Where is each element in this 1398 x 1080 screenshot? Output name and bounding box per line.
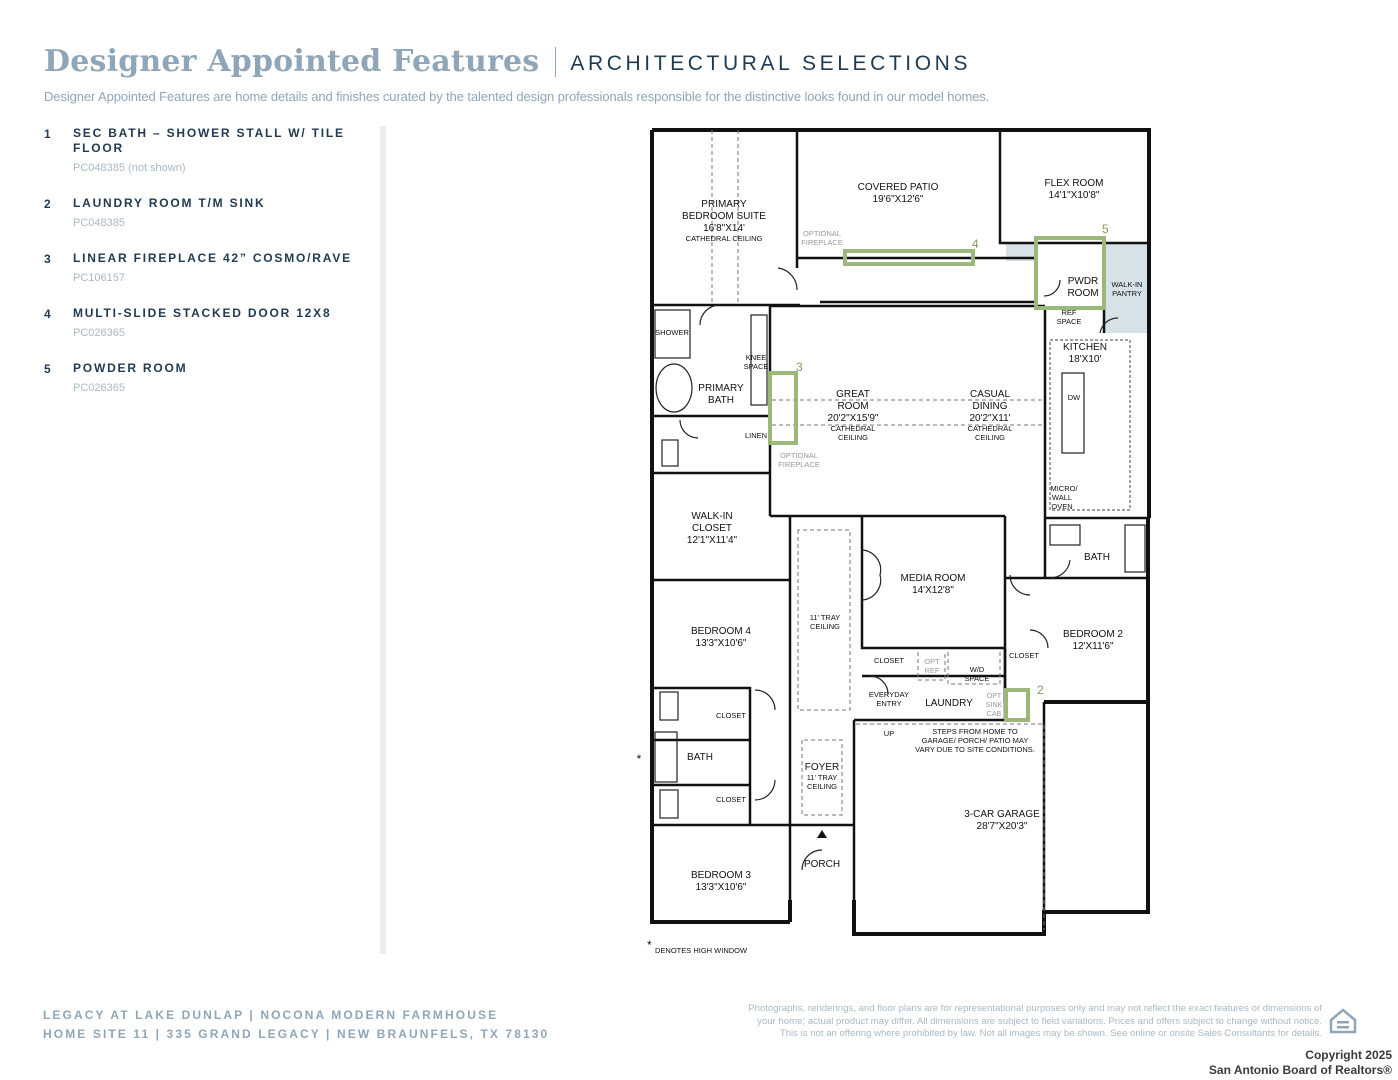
feature-code: PC026365 — [73, 382, 125, 394]
room-note: W/D — [969, 665, 985, 674]
room-label: CLOSET — [1008, 651, 1040, 660]
room-note: OPT — [924, 657, 940, 666]
feature-name: POWDER ROOM — [73, 361, 188, 375]
room-note: VARY DUE TO SITE CONDITIONS. — [915, 745, 1035, 754]
feature-name: LAUNDRY ROOM T/M SINK — [73, 196, 266, 210]
room-note: GARAGE/ PORCH/ PATIO MAY — [921, 736, 1029, 745]
room-note: CAB — [986, 711, 1002, 718]
marker-5: 5 — [1102, 222, 1109, 236]
room-label: PRIMARY — [701, 199, 747, 210]
page-title: Designer Appointed Features — [44, 44, 540, 79]
header — [44, 44, 1344, 104]
column-divider — [380, 126, 386, 954]
room-note: MICRO/ — [1050, 484, 1078, 493]
room-dim: 13'3"X10'6" — [695, 638, 747, 649]
room-label: BEDROOM 3 — [690, 870, 752, 881]
legend-note: DENOTES HIGH WINDOW — [655, 946, 748, 955]
room-note: 11' TRAY — [806, 773, 838, 782]
room-note: STEPS FROM HOME TO — [932, 727, 1018, 736]
feature-code: PC048385 (not shown) — [73, 162, 186, 174]
room-dim: 16'8"X14' — [703, 223, 745, 234]
room-label: CLOSET — [715, 795, 747, 804]
community-info — [43, 1006, 549, 1044]
room-label: PWDR — [1067, 276, 1099, 287]
legend-star: * — [647, 938, 652, 952]
copyright — [1209, 1048, 1392, 1078]
room-label: SHOWER — [655, 328, 689, 337]
feature-name: LINEAR FIREPLACE 42” COSMO/RAVE — [73, 251, 352, 265]
room-dim: 13'3"X10'6" — [695, 882, 747, 893]
page-description: Designer Appointed Features are home details and finishes curated by the talented design professionals responsible for the distinctive looks found in our model homes. — [44, 89, 990, 104]
disclaimer-line: Photographs, renderings, and floor plans are for representational purposes only and may not reflect the exact features or dimensions of — [748, 1003, 1322, 1014]
room-label: WALK-IN — [691, 511, 733, 522]
room-note: 11' TRAY — [809, 613, 841, 622]
feature-number: 4 — [44, 307, 51, 321]
room-note: CEILING — [806, 782, 838, 791]
room-label: COVERED PATIO — [857, 182, 939, 193]
room-note: WALL — [1051, 493, 1073, 502]
feature-number: 1 — [44, 127, 51, 141]
room-label: CLOSET — [715, 711, 747, 720]
room-label: CLOSET — [873, 656, 905, 665]
section-title: ARCHITECTURAL SELECTIONS — [570, 51, 972, 75]
community-line: LEGACY AT LAKE DUNLAP | NOCONA MODERN FARMHOUSE — [43, 1008, 499, 1022]
disclaimer-line: This is not an offering where prohibited by law. Not all images may be shown. See online or onsite Sales Consultants for details. — [779, 1028, 1322, 1040]
room-label: MEDIA ROOM — [900, 573, 966, 584]
room-note: CEILING — [837, 433, 869, 442]
room-note: REF — [1061, 308, 1077, 317]
room-note: CATHEDRAL — [830, 424, 876, 433]
room-dim: 12'1"X11'4" — [686, 535, 738, 546]
room-label: PRIMARY — [698, 383, 744, 394]
room-label: ROOM — [1067, 288, 1099, 299]
room-label: BEDROOM 2 — [1062, 629, 1124, 640]
highlight-fireplace — [770, 373, 796, 443]
marker-2: 2 — [1037, 683, 1044, 697]
copyright-owner: San Antonio Board of Realtors® — [1208, 1063, 1392, 1077]
title-separator — [555, 47, 556, 77]
room-label: CLOSET — [691, 523, 733, 534]
feature-number: 3 — [44, 252, 51, 266]
feature-code: PC026365 — [73, 327, 125, 339]
room-note: CATHEDRAL CEILING — [685, 234, 763, 243]
room-note: OPTIONAL — [780, 451, 818, 460]
room-note: CEILING — [809, 622, 841, 631]
room-dim: 20'2"X11' — [969, 413, 1011, 424]
room-dim: 14'1"X10'8" — [1048, 190, 1100, 201]
feature-markers — [796, 222, 1109, 697]
room-dim: 14'X12'8" — [912, 585, 954, 596]
room-label: DINING — [972, 401, 1008, 412]
copyright-year: Copyright 2025 — [1305, 1048, 1392, 1062]
room-note: SPACE — [964, 674, 990, 683]
feature-item — [44, 251, 364, 284]
room-label: CASUAL — [969, 389, 1011, 400]
room-note: OPT — [986, 693, 1002, 700]
room-note: SPACE — [743, 362, 769, 371]
room-label: GREAT — [836, 389, 870, 400]
room-label: LAUNDRY — [925, 698, 973, 709]
room-note: FIREPLACE — [778, 460, 820, 469]
room-label: FOYER — [804, 762, 840, 773]
room-note: REF — [924, 666, 940, 675]
room-dim: 12'X11'6" — [1072, 641, 1114, 652]
feature-item — [44, 196, 364, 229]
feature-code: PC048385 — [73, 217, 125, 229]
room-label: BEDROOM 4 — [690, 626, 752, 637]
feature-number: 2 — [44, 197, 51, 211]
title-row — [44, 44, 1344, 79]
room-label: PANTRY — [1112, 289, 1142, 298]
disclaimer — [702, 1003, 1322, 1041]
room-label: BATH — [708, 395, 734, 406]
room-note: SINK — [985, 702, 1003, 709]
room-label: BATH — [1084, 552, 1110, 563]
address-line: HOME SITE 11 | 335 GRAND LEGACY | NEW BRAUNFELS, TX 78130 — [43, 1027, 550, 1041]
plan-legend — [647, 938, 748, 955]
marker-3: 3 — [796, 360, 803, 374]
marker-4: 4 — [972, 237, 979, 251]
room-label: 3-CAR GARAGE — [964, 809, 1040, 820]
feature-item — [44, 126, 364, 174]
room-label: BATH — [687, 752, 713, 763]
highlight-laundry-sink — [1006, 690, 1028, 720]
feature-list — [44, 126, 364, 416]
room-label: ENTRY — [876, 699, 902, 708]
feature-code: PC106157 — [73, 272, 125, 284]
room-dim: 18'X10' — [1068, 354, 1102, 365]
room-note: SPACE — [1056, 317, 1082, 326]
room-label: FLEX ROOM — [1044, 178, 1104, 189]
disclaimer-line: your home; actual product may differ. All dimensions are subject to field variations. Prices and offers subject to change without notice. — [757, 1015, 1322, 1027]
room-dim: 20'2"X15'9" — [827, 413, 879, 424]
room-note: KNEE — [745, 353, 767, 362]
high-window-mark: * — [636, 752, 642, 766]
room-note: UP — [883, 729, 895, 738]
feature-name: MULTI-SLIDE STACKED DOOR 12X8 — [73, 306, 332, 320]
room-label: BEDROOM SUITE — [682, 211, 766, 222]
room-note: OPTIONAL — [803, 229, 841, 238]
floor-plan-drawing — [630, 120, 1170, 960]
room-label: PORCH — [803, 859, 841, 870]
room-note: OVEN — [1051, 502, 1073, 511]
entry-arrow-icon — [817, 830, 827, 838]
room-label: EVERYDAY — [868, 690, 910, 699]
room-label: KITCHEN — [1063, 342, 1107, 353]
feature-number: 5 — [44, 362, 51, 376]
equal-housing-icon — [1327, 1006, 1359, 1038]
feature-name: SEC BATH – SHOWER STALL W/ TILE FLOOR — [73, 126, 345, 155]
room-label: ROOM — [837, 401, 869, 412]
room-dim: 19'6"X12'6" — [872, 194, 924, 205]
feature-item — [44, 361, 364, 394]
room-note: DW — [1067, 393, 1081, 402]
room-note: LINEN — [744, 431, 768, 440]
room-note: CATHEDRAL — [967, 424, 1013, 433]
room-note: FIREPLACE — [801, 238, 843, 247]
floor-plan — [630, 120, 1170, 960]
feature-item — [44, 306, 364, 339]
room-label: WALK-IN — [1111, 280, 1143, 289]
room-note: CEILING — [974, 433, 1006, 442]
room-dim: 28'7"X20'3" — [976, 821, 1028, 832]
